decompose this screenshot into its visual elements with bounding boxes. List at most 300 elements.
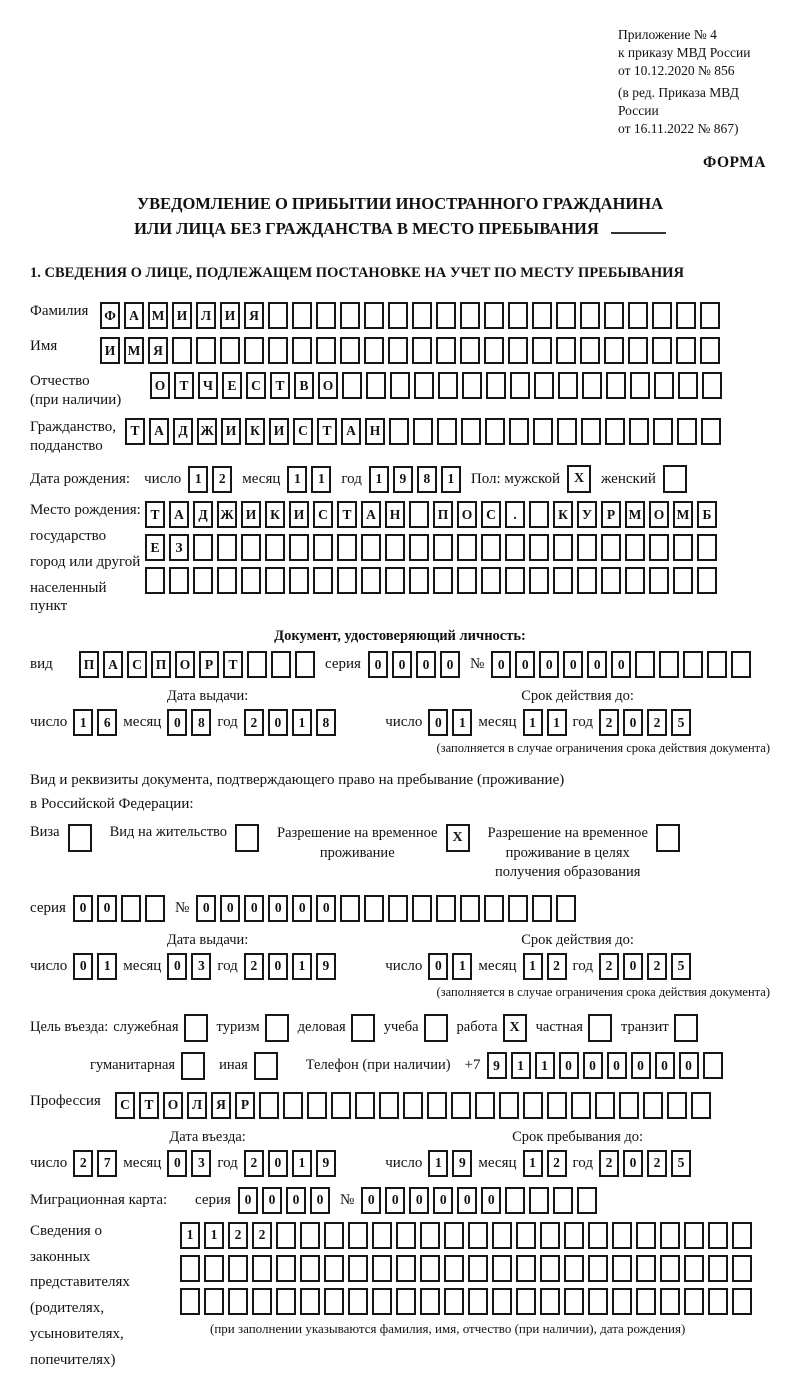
char-cell[interactable]: 1 (547, 709, 567, 736)
char-cell[interactable] (292, 337, 312, 364)
char-cell[interactable]: 0 (292, 895, 312, 922)
char-cell[interactable]: Т (174, 372, 194, 399)
char-cell[interactable] (604, 302, 624, 329)
purpose-tourism-checkbox[interactable] (265, 1014, 289, 1042)
char-cell[interactable]: 8 (417, 466, 437, 493)
char-cell[interactable]: 2 (252, 1222, 272, 1249)
char-cell[interactable] (636, 1255, 656, 1282)
char-cell[interactable]: 0 (515, 651, 535, 678)
char-cell[interactable]: А (169, 501, 189, 528)
char-cell[interactable] (601, 534, 621, 561)
char-cell[interactable]: 0 (481, 1187, 501, 1214)
char-cell[interactable]: 6 (97, 709, 117, 736)
char-cell[interactable]: И (220, 302, 240, 329)
char-cell[interactable] (427, 1092, 447, 1119)
char-cell[interactable] (484, 337, 504, 364)
char-cell[interactable]: 2 (244, 953, 264, 980)
char-cell[interactable]: 0 (368, 651, 388, 678)
char-cell[interactable]: 0 (409, 1187, 429, 1214)
char-cell[interactable]: И (221, 418, 241, 445)
char-cell[interactable]: 0 (655, 1052, 675, 1079)
char-cell[interactable] (340, 337, 360, 364)
char-cell[interactable]: 0 (433, 1187, 453, 1214)
char-cell[interactable]: М (625, 501, 645, 528)
char-cell[interactable] (625, 534, 645, 561)
char-cell[interactable] (673, 567, 693, 594)
profession-boxes[interactable] (115, 1092, 711, 1119)
char-cell[interactable]: Н (365, 418, 385, 445)
char-cell[interactable]: 0 (262, 1187, 282, 1214)
char-cell[interactable]: С (293, 418, 313, 445)
char-cell[interactable] (193, 567, 213, 594)
char-cell[interactable]: 0 (238, 1187, 258, 1214)
char-cell[interactable] (169, 567, 189, 594)
char-cell[interactable] (629, 418, 649, 445)
char-cell[interactable]: М (673, 501, 693, 528)
birth-place-row2-boxes[interactable] (145, 534, 770, 561)
char-cell[interactable] (605, 418, 625, 445)
char-cell[interactable] (390, 372, 410, 399)
char-cell[interactable]: . (505, 501, 525, 528)
char-cell[interactable]: Я (211, 1092, 231, 1119)
char-cell[interactable] (588, 1288, 608, 1315)
char-cell[interactable] (732, 1222, 752, 1249)
char-cell[interactable]: 0 (611, 651, 631, 678)
char-cell[interactable] (636, 1222, 656, 1249)
char-cell[interactable]: Ч (198, 372, 218, 399)
char-cell[interactable] (523, 1092, 543, 1119)
char-cell[interactable] (492, 1222, 512, 1249)
char-cell[interactable]: 7 (97, 1150, 117, 1177)
identity-number-boxes[interactable] (491, 651, 751, 678)
stay-day[interactable] (428, 1150, 472, 1177)
char-cell[interactable]: 2 (647, 709, 667, 736)
char-cell[interactable]: 0 (310, 1187, 330, 1214)
char-cell[interactable] (529, 567, 549, 594)
identity-issue-month[interactable] (167, 709, 211, 736)
char-cell[interactable] (595, 1092, 615, 1119)
char-cell[interactable] (654, 372, 674, 399)
char-cell[interactable]: З (169, 534, 189, 561)
char-cell[interactable] (460, 302, 480, 329)
char-cell[interactable]: 2 (228, 1222, 248, 1249)
char-cell[interactable] (457, 534, 477, 561)
char-cell[interactable]: И (269, 418, 289, 445)
char-cell[interactable] (438, 372, 458, 399)
char-cell[interactable] (635, 651, 655, 678)
char-cell[interactable] (510, 372, 530, 399)
char-cell[interactable]: 1 (292, 709, 312, 736)
char-cell[interactable]: С (481, 501, 501, 528)
char-cell[interactable]: 2 (547, 1150, 567, 1177)
char-cell[interactable] (364, 302, 384, 329)
char-cell[interactable] (486, 372, 506, 399)
identity-issue-year[interactable] (244, 709, 336, 736)
char-cell[interactable] (388, 895, 408, 922)
char-cell[interactable] (697, 567, 717, 594)
char-cell[interactable] (268, 302, 288, 329)
char-cell[interactable] (265, 567, 285, 594)
char-cell[interactable] (529, 534, 549, 561)
legal-reps-row3-boxes[interactable] (180, 1288, 770, 1315)
char-cell[interactable] (673, 534, 693, 561)
char-cell[interactable]: 2 (599, 953, 619, 980)
char-cell[interactable]: 1 (292, 1150, 312, 1177)
char-cell[interactable] (436, 895, 456, 922)
temp-residence-edu-checkbox[interactable] (656, 824, 680, 852)
char-cell[interactable]: 0 (623, 953, 643, 980)
char-cell[interactable]: 2 (647, 1150, 667, 1177)
char-cell[interactable]: 0 (679, 1052, 699, 1079)
char-cell[interactable] (508, 337, 528, 364)
char-cell[interactable] (557, 418, 577, 445)
char-cell[interactable] (412, 302, 432, 329)
char-cell[interactable]: Я (148, 337, 168, 364)
char-cell[interactable]: 1 (287, 466, 307, 493)
char-cell[interactable]: 1 (369, 466, 389, 493)
char-cell[interactable] (364, 337, 384, 364)
residence-number-boxes[interactable] (196, 895, 576, 922)
char-cell[interactable] (355, 1092, 375, 1119)
char-cell[interactable] (433, 534, 453, 561)
char-cell[interactable]: Т (125, 418, 145, 445)
char-cell[interactable]: П (151, 651, 171, 678)
char-cell[interactable]: И (172, 302, 192, 329)
char-cell[interactable]: Ф (100, 302, 120, 329)
char-cell[interactable]: О (649, 501, 669, 528)
char-cell[interactable]: 0 (587, 651, 607, 678)
char-cell[interactable] (702, 372, 722, 399)
char-cell[interactable] (228, 1255, 248, 1282)
char-cell[interactable] (691, 1092, 711, 1119)
char-cell[interactable] (649, 567, 669, 594)
char-cell[interactable] (316, 337, 336, 364)
char-cell[interactable] (271, 651, 291, 678)
residence-seriya-boxes[interactable] (73, 895, 165, 922)
purpose-business-checkbox[interactable] (351, 1014, 375, 1042)
char-cell[interactable] (372, 1288, 392, 1315)
birth-month-boxes[interactable] (287, 466, 331, 493)
char-cell[interactable] (436, 337, 456, 364)
char-cell[interactable] (220, 337, 240, 364)
char-cell[interactable] (677, 418, 697, 445)
char-cell[interactable] (460, 337, 480, 364)
char-cell[interactable]: 2 (547, 953, 567, 980)
char-cell[interactable] (505, 1187, 525, 1214)
char-cell[interactable] (244, 337, 264, 364)
char-cell[interactable]: В (294, 372, 314, 399)
char-cell[interactable] (340, 895, 360, 922)
char-cell[interactable] (396, 1222, 416, 1249)
purpose-work-checkbox[interactable]: X (503, 1014, 527, 1042)
char-cell[interactable]: 1 (523, 1150, 543, 1177)
stay-year[interactable] (599, 1150, 691, 1177)
purpose-official-checkbox[interactable] (184, 1014, 208, 1042)
char-cell[interactable]: У (577, 501, 597, 528)
char-cell[interactable]: Р (601, 501, 621, 528)
char-cell[interactable] (580, 337, 600, 364)
char-cell[interactable] (372, 1222, 392, 1249)
char-cell[interactable]: М (124, 337, 144, 364)
identity-seriya-boxes[interactable] (368, 651, 460, 678)
legal-reps-row1-boxes[interactable] (180, 1222, 770, 1249)
char-cell[interactable] (481, 534, 501, 561)
char-cell[interactable] (276, 1288, 296, 1315)
char-cell[interactable]: 1 (428, 1150, 448, 1177)
char-cell[interactable]: 0 (286, 1187, 306, 1214)
char-cell[interactable]: 0 (428, 953, 448, 980)
char-cell[interactable] (283, 1092, 303, 1119)
char-cell[interactable] (364, 895, 384, 922)
char-cell[interactable] (667, 1092, 687, 1119)
char-cell[interactable]: 0 (73, 953, 93, 980)
char-cell[interactable]: 0 (268, 1150, 288, 1177)
char-cell[interactable]: 0 (416, 651, 436, 678)
char-cell[interactable]: Т (337, 501, 357, 528)
char-cell[interactable] (625, 567, 645, 594)
char-cell[interactable]: 0 (167, 953, 187, 980)
char-cell[interactable] (468, 1222, 488, 1249)
char-cell[interactable] (516, 1288, 536, 1315)
migration-number-boxes[interactable] (361, 1187, 597, 1214)
char-cell[interactable] (701, 418, 721, 445)
char-cell[interactable]: А (103, 651, 123, 678)
char-cell[interactable] (268, 337, 288, 364)
residence-valid-month[interactable] (523, 953, 567, 980)
char-cell[interactable] (385, 534, 405, 561)
char-cell[interactable]: П (79, 651, 99, 678)
char-cell[interactable]: 0 (440, 651, 460, 678)
char-cell[interactable]: 1 (73, 709, 93, 736)
char-cell[interactable] (252, 1288, 272, 1315)
char-cell[interactable] (529, 501, 549, 528)
char-cell[interactable]: Б (697, 501, 717, 528)
char-cell[interactable]: Т (145, 501, 165, 528)
char-cell[interactable]: 5 (671, 953, 691, 980)
legal-reps-row2-boxes[interactable] (180, 1255, 770, 1282)
char-cell[interactable]: 1 (311, 466, 331, 493)
char-cell[interactable] (196, 337, 216, 364)
char-cell[interactable] (145, 567, 165, 594)
char-cell[interactable] (307, 1092, 327, 1119)
char-cell[interactable]: 0 (196, 895, 216, 922)
char-cell[interactable] (516, 1222, 536, 1249)
identity-valid-month[interactable] (523, 709, 567, 736)
char-cell[interactable]: 1 (523, 953, 543, 980)
residence-issue-year[interactable] (244, 953, 336, 980)
char-cell[interactable] (684, 1288, 704, 1315)
char-cell[interactable] (564, 1288, 584, 1315)
char-cell[interactable]: 0 (220, 895, 240, 922)
char-cell[interactable]: 2 (212, 466, 232, 493)
sex-female-checkbox[interactable] (663, 465, 687, 493)
char-cell[interactable]: 0 (268, 953, 288, 980)
char-cell[interactable] (342, 372, 362, 399)
purpose-transit-checkbox[interactable] (674, 1014, 698, 1042)
char-cell[interactable] (457, 567, 477, 594)
char-cell[interactable]: 1 (188, 466, 208, 493)
char-cell[interactable]: 0 (428, 709, 448, 736)
birth-place-row1-boxes[interactable] (145, 501, 770, 528)
char-cell[interactable] (172, 337, 192, 364)
char-cell[interactable] (289, 567, 309, 594)
char-cell[interactable]: 0 (623, 709, 643, 736)
char-cell[interactable] (259, 1092, 279, 1119)
entry-year[interactable] (244, 1150, 336, 1177)
char-cell[interactable] (241, 567, 261, 594)
char-cell[interactable]: Л (187, 1092, 207, 1119)
char-cell[interactable]: 0 (491, 651, 511, 678)
char-cell[interactable] (204, 1255, 224, 1282)
char-cell[interactable] (628, 337, 648, 364)
char-cell[interactable]: А (149, 418, 169, 445)
char-cell[interactable] (601, 567, 621, 594)
char-cell[interactable] (540, 1255, 560, 1282)
char-cell[interactable] (193, 534, 213, 561)
char-cell[interactable]: 0 (167, 709, 187, 736)
char-cell[interactable] (581, 418, 601, 445)
char-cell[interactable] (492, 1288, 512, 1315)
char-cell[interactable]: П (433, 501, 453, 528)
char-cell[interactable] (540, 1288, 560, 1315)
char-cell[interactable] (532, 337, 552, 364)
char-cell[interactable] (505, 567, 525, 594)
char-cell[interactable]: 8 (316, 709, 336, 736)
char-cell[interactable] (604, 337, 624, 364)
char-cell[interactable]: 0 (631, 1052, 651, 1079)
char-cell[interactable] (396, 1288, 416, 1315)
char-cell[interactable] (300, 1255, 320, 1282)
char-cell[interactable]: 0 (73, 895, 93, 922)
char-cell[interactable] (708, 1255, 728, 1282)
char-cell[interactable]: Я (244, 302, 264, 329)
char-cell[interactable] (324, 1255, 344, 1282)
char-cell[interactable] (385, 567, 405, 594)
entry-day[interactable] (73, 1150, 117, 1177)
char-cell[interactable] (508, 302, 528, 329)
char-cell[interactable] (389, 418, 409, 445)
char-cell[interactable] (180, 1288, 200, 1315)
birth-year-boxes[interactable] (369, 466, 461, 493)
char-cell[interactable] (700, 302, 720, 329)
char-cell[interactable] (300, 1288, 320, 1315)
char-cell[interactable] (732, 1255, 752, 1282)
char-cell[interactable]: Р (235, 1092, 255, 1119)
char-cell[interactable]: А (361, 501, 381, 528)
char-cell[interactable]: О (175, 651, 195, 678)
identity-valid-year[interactable] (599, 709, 691, 736)
char-cell[interactable]: 9 (393, 466, 413, 493)
char-cell[interactable]: И (289, 501, 309, 528)
char-cell[interactable] (588, 1222, 608, 1249)
char-cell[interactable]: 0 (316, 895, 336, 922)
char-cell[interactable] (505, 534, 525, 561)
char-cell[interactable]: Т (317, 418, 337, 445)
char-cell[interactable] (659, 651, 679, 678)
char-cell[interactable] (204, 1288, 224, 1315)
char-cell[interactable]: С (127, 651, 147, 678)
char-cell[interactable]: И (241, 501, 261, 528)
char-cell[interactable] (547, 1092, 567, 1119)
char-cell[interactable] (588, 1255, 608, 1282)
char-cell[interactable]: А (341, 418, 361, 445)
char-cell[interactable] (403, 1092, 423, 1119)
char-cell[interactable] (324, 1288, 344, 1315)
char-cell[interactable] (684, 1222, 704, 1249)
char-cell[interactable]: Н (385, 501, 405, 528)
char-cell[interactable] (533, 418, 553, 445)
char-cell[interactable]: К (553, 501, 573, 528)
char-cell[interactable]: 5 (671, 709, 691, 736)
char-cell[interactable] (529, 1187, 549, 1214)
migration-seriya-boxes[interactable] (238, 1187, 330, 1214)
char-cell[interactable] (643, 1092, 663, 1119)
char-cell[interactable]: 0 (559, 1052, 579, 1079)
char-cell[interactable] (619, 1092, 639, 1119)
char-cell[interactable] (653, 418, 673, 445)
char-cell[interactable]: 0 (268, 709, 288, 736)
char-cell[interactable] (564, 1222, 584, 1249)
identity-valid-day[interactable] (428, 709, 472, 736)
residence-issue-month[interactable] (167, 953, 211, 980)
char-cell[interactable] (451, 1092, 471, 1119)
char-cell[interactable] (348, 1222, 368, 1249)
char-cell[interactable]: 2 (244, 1150, 264, 1177)
char-cell[interactable]: 9 (452, 1150, 472, 1177)
char-cell[interactable] (316, 302, 336, 329)
char-cell[interactable] (379, 1092, 399, 1119)
citizenship-boxes[interactable] (125, 418, 721, 445)
char-cell[interactable]: 3 (191, 953, 211, 980)
char-cell[interactable]: 2 (599, 1150, 619, 1177)
char-cell[interactable] (217, 534, 237, 561)
char-cell[interactable]: 2 (599, 709, 619, 736)
char-cell[interactable] (652, 302, 672, 329)
char-cell[interactable] (582, 372, 602, 399)
char-cell[interactable] (295, 651, 315, 678)
char-cell[interactable] (180, 1255, 200, 1282)
char-cell[interactable]: 1 (452, 709, 472, 736)
char-cell[interactable] (331, 1092, 351, 1119)
purpose-other-checkbox[interactable] (254, 1052, 278, 1080)
char-cell[interactable] (481, 567, 501, 594)
char-cell[interactable] (660, 1222, 680, 1249)
char-cell[interactable] (707, 651, 727, 678)
char-cell[interactable]: 9 (316, 1150, 336, 1177)
char-cell[interactable] (366, 372, 386, 399)
char-cell[interactable] (361, 567, 381, 594)
char-cell[interactable] (553, 567, 573, 594)
residence-permit-checkbox[interactable] (235, 824, 259, 852)
char-cell[interactable] (420, 1255, 440, 1282)
char-cell[interactable]: 5 (671, 1150, 691, 1177)
char-cell[interactable] (414, 372, 434, 399)
char-cell[interactable] (660, 1255, 680, 1282)
char-cell[interactable]: 2 (647, 953, 667, 980)
temp-residence-checkbox[interactable]: X (446, 824, 470, 852)
identity-vid-boxes[interactable] (79, 651, 315, 678)
char-cell[interactable] (612, 1255, 632, 1282)
char-cell[interactable]: 0 (167, 1150, 187, 1177)
char-cell[interactable]: О (457, 501, 477, 528)
char-cell[interactable] (413, 418, 433, 445)
char-cell[interactable]: С (246, 372, 266, 399)
char-cell[interactable] (145, 895, 165, 922)
char-cell[interactable]: 1 (535, 1052, 555, 1079)
char-cell[interactable] (420, 1222, 440, 1249)
char-cell[interactable]: О (150, 372, 170, 399)
char-cell[interactable] (396, 1255, 416, 1282)
